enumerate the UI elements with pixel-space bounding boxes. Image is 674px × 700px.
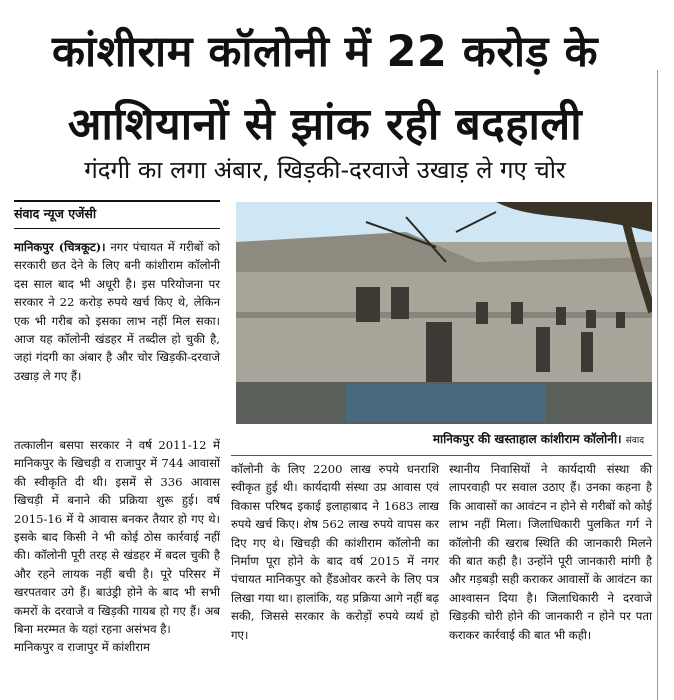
article-intro: नगर पंचायत में गरीबों को सरकारी छत देने के लिए बनी कांशीराम कॉलोनी दस साल बाद भी अधूरी है। इस परियोजना पर सरकार ने 22 करोड़ रुपये खर्च किए थे, लेकिन एक भी गरीब को इसका लाभ नहीं मिल सका। आज यह कॉलोनी खंडहर में तब्दील हो चुकी है, जहां गंदगी का अंबार है और चोर खिड़की-दरवाजे उखाड़ ले गए हैं। bbox=[14, 240, 220, 383]
article-column-3: स्थानीय निवासियों ने कार्यदायी संस्था की लापरवाही पर सवाल उठाए हैं। उनका कहना है कि आवासों का आवंटन न होने से गरीबों को कोई लाभ नहीं मिला। जिलाधिकारी पुलकित गर्ग ने कॉलोनी की खराब स्थिति की जानकारी मिलने की बात कही है। उन्होंने पूरी जानकारी मांगी है और गड़बड़ी सही कराकर आवासों के आवंटन का आश्वासन दिया है। जिलाधिकारी ने दरवाजे खिड़की चोरी होने की जानकारी न होने पर पता कराकर कार्रवाई की बात भी कही। bbox=[449, 462, 652, 642]
headline-line-2: आशियानों से झांक रही बदहाली bbox=[67, 99, 583, 150]
page-column-rule bbox=[657, 70, 658, 700]
byline-rule bbox=[14, 200, 220, 202]
headline-line-1: कांशीराम कॉलोनी में 22 करोड़ के bbox=[51, 27, 599, 77]
byline-rule-bottom bbox=[14, 228, 220, 229]
article-column-1-bottom: तत्कालीन बसपा सरकार ने वर्ष 2011-12 में मानिकपुर के खिचड़ी व राजापुर में 744 आवासों की स्वीकृति दी थी। इसमें से 336 आवास खिचड़ी में बनाने की प्रक्रिया शुरू हुई। वर्ष 2015-16 में ये आवास बनकर तैयार हो गए थे। इसके बाद किसी ने भी कोई ठोस कार्रवाई नहीं की। कॉलोनी पूरी तरह से खंडहर में बदल चुकी है और रहने लायक नहीं बची है। पूरे परिसर में खरपतवार उगे हैं। बाउंड्री होने के बाद भी सभी कमरों के दरवाजे व खिड़की गायब हो गए हैं। अब बिना मरम्मत के यहां रहना असंभव है। मानिकपुर व राजापुर में कांशीराम bbox=[14, 438, 220, 655]
blue-graffiti bbox=[346, 384, 546, 422]
dateline: मानिकपुर (चित्रकूट)। bbox=[14, 240, 106, 254]
subheadline: गंदगी का लगा अंबार, खिड़की-दरवाजे उखाड़ ले गए चोर bbox=[84, 156, 566, 184]
photo-credit: संवाद bbox=[625, 436, 644, 446]
caption-divider bbox=[231, 455, 652, 456]
caption-text: मानिकपुर की खस्ताहाल कांशीराम कॉलोनी। bbox=[432, 432, 622, 446]
ruined-building-photo bbox=[236, 202, 652, 424]
article-column-2: कॉलोनी के लिए 2200 लाख रुपये धनराशि स्वीकृत हुई थी। कार्यदायी संस्था उप्र आवास एवं विकास परिषद इकाई इलाहाबाद ने 1683 लाख रुपये खर्च किए। शेष 562 लाख रुपये वापस कर दिए गए थे। खिचड़ी की कांशीराम कॉलोनी का निर्माण पूरा होने के बाद वर्ष 2015 में नगर पंचायत मानिकपुर को हैंडओवर करने के लिए पत्र लिखा गया था। हालांकि, यह प्रक्रिया आगे नहीं बढ़ सकी, जिससे सरकार के करोड़ों रुपये व्यर्थ हो गए। bbox=[231, 462, 439, 642]
photo-caption bbox=[236, 426, 652, 452]
colony-photo bbox=[236, 202, 652, 424]
byline: संवाद न्यूज एजेंसी bbox=[14, 206, 97, 221]
article-column-1-top bbox=[14, 238, 220, 385]
